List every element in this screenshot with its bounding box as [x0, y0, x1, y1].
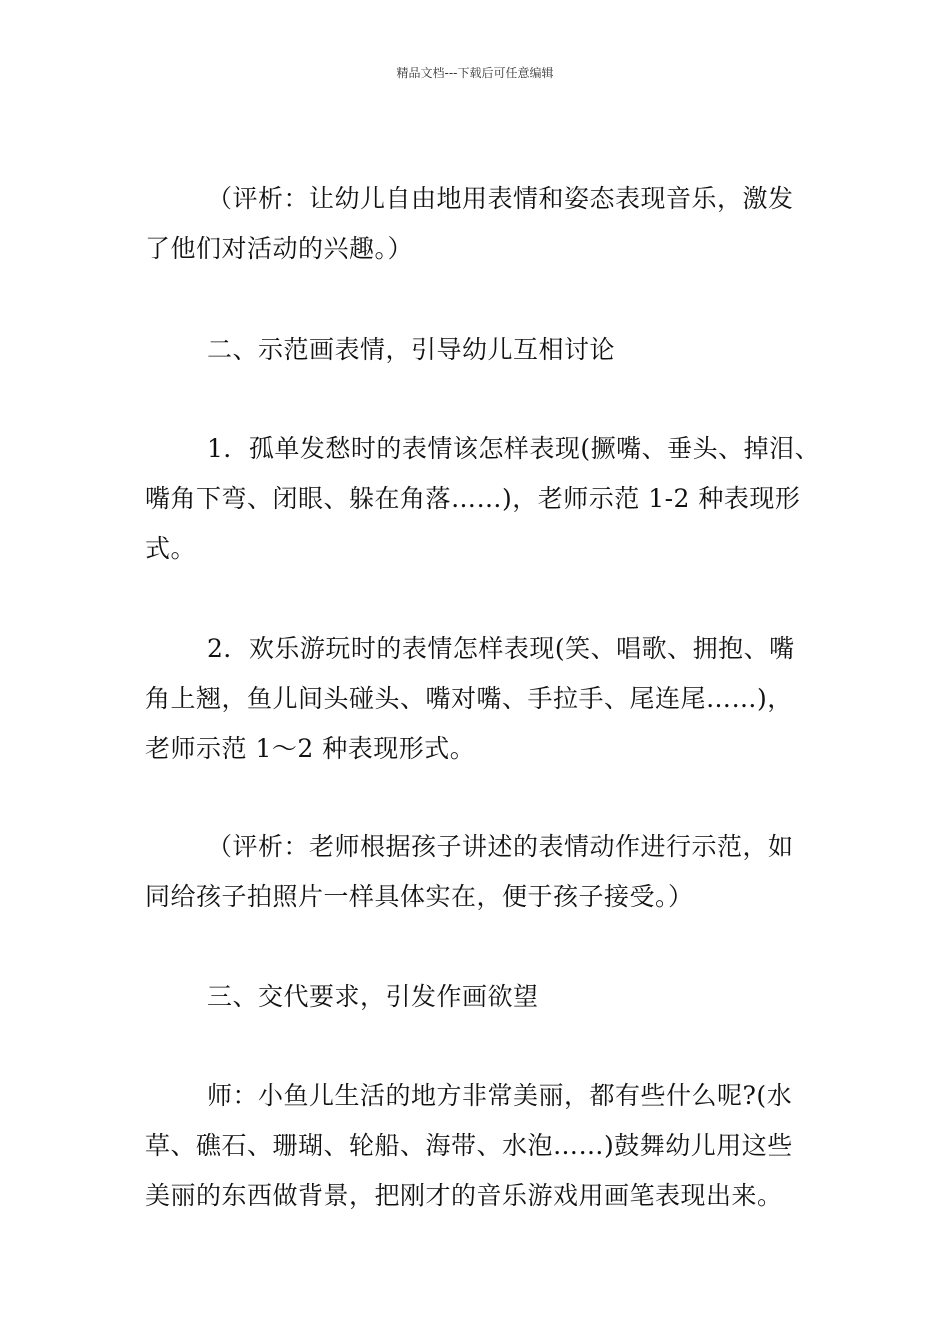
section-heading-2 — [145, 325, 825, 375]
paragraph-evaluation-2 — [145, 822, 825, 922]
text-line: 老师示范 1～2 种表现形式。 — [145, 734, 476, 763]
text-line: 角上翘，鱼儿间头碰头、嘴对嘴、手拉手、尾连尾……)， — [145, 684, 793, 713]
text-line: 师：小鱼儿生活的地方非常美丽，都有些什么呢?(水 — [207, 1081, 793, 1110]
section-heading-3 — [145, 972, 825, 1022]
text-line: 嘴角下弯、闭眼、躲在角落……)，老师示范 1-2 种表现形 — [145, 484, 801, 513]
text-line: 2．欢乐游玩时的表情怎样表现(笑、唱歌、拥抱、嘴 — [207, 634, 795, 663]
text-line: 1．孤单发愁时的表情该怎样表现(撅嘴、垂头、掉泪、 — [207, 434, 821, 463]
text-line: （评析：让幼儿自由地用表情和姿态表现音乐，激发 — [207, 184, 794, 213]
text-line: 草、礁石、珊瑚、轮船、海带、水泡……)鼓舞幼儿用这些 — [145, 1131, 793, 1160]
paragraph-teacher — [145, 1071, 825, 1221]
text-line: 同给孩子拍照片一样具体实在，便于孩子接受。） — [145, 882, 694, 911]
paragraph-item-1 — [145, 424, 825, 574]
page-header: 精品文档---下载后可任意编辑 — [396, 66, 554, 80]
paragraph-evaluation-1 — [145, 174, 825, 274]
text-line: 三、交代要求，引发作画欲望 — [207, 982, 539, 1011]
text-line: 式。 — [145, 534, 197, 563]
text-line: （评析：老师根据孩子讲述的表情动作进行示范，如 — [207, 832, 794, 861]
paragraph-item-2 — [145, 624, 825, 774]
text-line: 美丽的东西做背景，把刚才的音乐游戏用画笔表现出来。 — [145, 1181, 783, 1210]
text-line: 二、示范画表情，引导幼儿互相讨论 — [207, 335, 616, 364]
text-line: 了他们对活动的兴趣。） — [145, 234, 414, 263]
